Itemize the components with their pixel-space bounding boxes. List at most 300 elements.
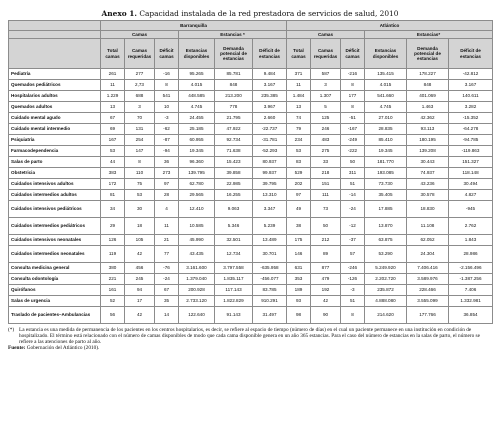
table-row — [9, 218, 493, 235]
table-cell: 29.565 — [179, 190, 215, 201]
table-cell: 111 — [311, 190, 341, 201]
table-cell: 30.494 — [449, 179, 493, 190]
row-label: Farmacodependencia — [9, 146, 101, 157]
table-cell: 178.227 — [407, 69, 449, 80]
table-cell: 4.827 — [449, 190, 493, 201]
table-cell: -126 — [341, 274, 365, 285]
table-cell: 118.148 — [449, 168, 493, 179]
table-row — [9, 69, 493, 80]
table-cell: 193.085 — [365, 168, 407, 179]
table-cell: 74.937 — [407, 168, 449, 179]
table-cell: 383 — [101, 168, 125, 179]
table-row — [9, 157, 493, 168]
table-cell: 2.762 — [449, 218, 493, 235]
row-label: Cuidado mental agudo — [9, 113, 101, 124]
table-cell: 42 — [311, 296, 341, 307]
table-cell: -246 — [341, 263, 365, 274]
table-cell: 53 — [101, 146, 125, 157]
table-cell: 4.015 — [179, 80, 215, 91]
table-cell: 47.922 — [215, 124, 253, 135]
table-cell: 246 — [311, 124, 341, 135]
row-label: Cuidados intensivos pediátricos — [9, 201, 101, 218]
header-corner-2 — [9, 31, 101, 39]
table-cell: 135.415 — [365, 69, 407, 80]
table-cell: 2.733.120 — [179, 296, 215, 307]
table-cell: -31.781 — [253, 135, 287, 146]
table-cell: 235.385 — [253, 91, 287, 102]
table-cell: 75 — [125, 179, 155, 190]
table-cell: 18 — [125, 218, 155, 235]
table-cell: 202 — [287, 179, 311, 190]
table-cell: -51 — [341, 113, 365, 124]
table-cell: 95.265 — [179, 69, 215, 80]
table-cell: 27.010 — [365, 113, 407, 124]
table-cell: 30.443 — [407, 157, 449, 168]
table-cell: 57 — [341, 246, 365, 263]
table-row — [9, 80, 493, 91]
table-cell: 35 — [155, 296, 179, 307]
table-cell: 79 — [287, 124, 311, 135]
table-cell: -87 — [155, 135, 179, 146]
table-cell: 39.795 — [253, 179, 287, 190]
table-cell: 51 — [341, 179, 365, 190]
table-cell: 631 — [287, 263, 311, 274]
header-corner-3 — [9, 39, 101, 69]
table-cell: 53 — [125, 190, 155, 201]
table-cell: 848 — [407, 80, 449, 91]
table-cell: 2,73 — [125, 80, 155, 91]
table-cell: 77 — [155, 246, 179, 263]
column-header: Estancias disponibles — [365, 39, 407, 69]
table-cell: 5.249.920 — [365, 263, 407, 274]
table-cell: 99.937 — [253, 168, 287, 179]
table-cell: -635.958 — [253, 263, 287, 274]
table-cell: 7.406.416 — [407, 263, 449, 274]
row-label: Cuidados intermedios adultos — [9, 190, 101, 201]
table-cell: -37 — [341, 235, 365, 246]
table-cell: 8 — [155, 80, 179, 91]
table-cell: -216 — [341, 69, 365, 80]
table-cell: 1.332.981 — [449, 296, 493, 307]
table-cell: -3 — [155, 113, 179, 124]
row-label: Traslado de pacientes–Ambulancias — [9, 307, 101, 324]
row-label: Salas de parto — [9, 157, 101, 168]
table-cell: 139.208 — [407, 146, 449, 157]
table-cell: 36 — [155, 157, 179, 168]
table-row — [9, 285, 493, 296]
table-cell: 97 — [287, 190, 311, 201]
group-header-camas: Camas — [287, 31, 365, 39]
table-cell: 34 — [101, 201, 125, 218]
table-cell: 2.202.720 — [365, 274, 407, 285]
table-cell: 96.360 — [179, 157, 215, 168]
region-header-atlantico: Atlántico — [287, 21, 493, 31]
column-header: Camas requeridas — [311, 39, 341, 69]
table-cell: 94 — [125, 285, 155, 296]
table-cell: 52 — [101, 296, 125, 307]
table-cell: -22.737 — [253, 124, 287, 135]
table-cell: 213.200 — [215, 91, 253, 102]
table-cell: 8 — [125, 157, 155, 168]
table-cell: -24 — [155, 274, 179, 285]
table-cell: 277 — [125, 69, 155, 80]
table-cell: 189 — [287, 285, 311, 296]
table-cell: 778 — [215, 102, 253, 113]
table-cell: 50 — [311, 218, 341, 235]
table-cell: 119 — [101, 246, 125, 263]
column-header: Camas requeridas — [125, 39, 155, 69]
title-annex-label: Anexo 1. — [101, 9, 137, 18]
table-cell: 9.484 — [253, 69, 287, 80]
column-header: Déficit camas — [341, 39, 365, 69]
table-cell: 3.282 — [449, 102, 493, 113]
table-cell: 4.745 — [365, 102, 407, 113]
table-cell: 13.310 — [253, 190, 287, 201]
table-cell: 273 — [155, 168, 179, 179]
table-cell: 587 — [311, 69, 341, 80]
document — [8, 9, 492, 351]
region-header-barranquilla: Barranquilla — [101, 21, 287, 31]
table-cell: 228.466 — [407, 285, 449, 296]
document-title — [8, 9, 492, 20]
table-cell: 91.143 — [215, 307, 253, 324]
column-header: Total camas — [101, 39, 125, 69]
table-cell: 93.113 — [407, 124, 449, 135]
table-cell: 221 — [101, 274, 125, 285]
row-label: Psiquiatría — [9, 135, 101, 146]
table-cell: 28.835 — [365, 124, 407, 135]
table-cell: 180.195 — [407, 135, 449, 146]
table-cell: 688 — [125, 91, 155, 102]
column-header: Déficit de estancias — [449, 39, 493, 69]
source-label: Fuente: — [8, 345, 26, 352]
table-cell: 214.620 — [365, 307, 407, 324]
table-cell: 16.255 — [215, 190, 253, 201]
table-cell: 131 — [125, 124, 155, 135]
table-row — [9, 296, 493, 307]
table-cell: 3.347 — [253, 201, 287, 218]
table-cell: -249 — [341, 135, 365, 146]
table-cell: 85.410 — [365, 135, 407, 146]
table-cell: 175 — [287, 235, 311, 246]
table-cell: 151 — [311, 179, 341, 190]
table-cell: 18.830 — [407, 201, 449, 218]
table-cell: 30 — [125, 201, 155, 218]
table-cell: 32.501 — [215, 235, 253, 246]
table-cell: -94 — [155, 146, 179, 157]
table-cell: -12 — [341, 218, 365, 235]
table-cell: 161 — [101, 285, 125, 296]
table-cell: 3.555.099 — [407, 296, 449, 307]
table-cell: 181.770 — [365, 157, 407, 168]
group-header-camas: Camas — [101, 31, 179, 39]
table-cell: 122.640 — [179, 307, 215, 324]
table-cell: 73 — [311, 201, 341, 218]
table-cell: -15.352 — [449, 113, 493, 124]
table-cell: 110 — [125, 168, 155, 179]
table-row — [9, 113, 493, 124]
table-cell: 147 — [125, 146, 155, 157]
table-cell: 3.161.600 — [179, 263, 215, 274]
table-cell: 25.185 — [179, 124, 215, 135]
table-cell: 29 — [101, 218, 125, 235]
table-cell: -76 — [155, 263, 179, 274]
table-cell: 13 — [287, 102, 311, 113]
table-cell: 90 — [311, 307, 341, 324]
table-cell: 44 — [101, 157, 125, 168]
column-header: Demanda potencial de estancias — [215, 39, 253, 69]
table-cell: 98 — [287, 307, 311, 324]
table-cell: 479 — [311, 274, 341, 285]
table-cell: 2.660 — [253, 113, 287, 124]
group-header-estancias: Estancias * — [179, 31, 287, 39]
table-row — [9, 91, 493, 102]
table-cell: 14 — [155, 307, 179, 324]
table-cell: 139.795 — [179, 168, 215, 179]
row-label: Cuidado mental intermedio — [9, 124, 101, 135]
column-header: Estancias disponibles — [179, 39, 215, 69]
table-cell: 21 — [155, 235, 179, 246]
row-label: Quirófanos — [9, 285, 101, 296]
table-cell: 43.435 — [179, 246, 215, 263]
table-cell: 8 — [341, 80, 365, 91]
table-cell: 529 — [287, 168, 311, 179]
table-row — [9, 307, 493, 324]
footnote — [8, 327, 492, 345]
table-cell: 3.167 — [253, 80, 287, 91]
row-label: Cuidados intermedios pediátricos — [9, 218, 101, 235]
table-cell: 30.578 — [407, 190, 449, 201]
table-cell: 848 — [215, 80, 253, 91]
row-label: Obstetricia — [9, 168, 101, 179]
table-cell: 11 — [287, 80, 311, 91]
table-cell: 11 — [155, 218, 179, 235]
table-cell: 1.379.040 — [179, 274, 215, 285]
column-header: Demanda potencial de estancias — [407, 39, 449, 69]
table-cell: 218 — [311, 168, 341, 179]
table-cell: 12.734 — [215, 246, 253, 263]
table-cell: 910.291 — [253, 296, 287, 307]
table-cell: 117.143 — [215, 285, 253, 296]
table-cell: 4.745 — [179, 102, 215, 113]
table-cell: 212 — [311, 235, 341, 246]
table-cell: 13.489 — [253, 235, 287, 246]
table-cell: 17 — [125, 296, 155, 307]
row-label: Pediatría — [9, 69, 101, 80]
table-row — [9, 146, 493, 157]
table-cell: -52.293 — [253, 146, 287, 157]
table-cell: 371 — [287, 69, 311, 80]
table-cell: 4.015 — [365, 80, 407, 91]
table-cell: 200.928 — [179, 285, 215, 296]
table-cell: 3.589.976 — [407, 274, 449, 285]
table-cell: 36.854 — [449, 307, 493, 324]
table-cell: -167 — [341, 124, 365, 135]
table-cell: 89 — [311, 246, 341, 263]
table-cell: 39.858 — [215, 168, 253, 179]
table-cell: 5 — [311, 102, 341, 113]
table-cell: 31.497 — [253, 307, 287, 324]
table-cell: 12.410 — [179, 201, 215, 218]
table-cell: 67 — [155, 285, 179, 296]
table-cell: 172 — [101, 179, 125, 190]
table-cell: 4.888.080 — [365, 296, 407, 307]
table-cell: 53.290 — [365, 246, 407, 263]
title-text: Capacidad instalada de la red prestadora de servicios de salud, 2010 — [139, 9, 399, 18]
table-cell: -94.785 — [449, 135, 493, 146]
table-cell: 177.766 — [407, 307, 449, 324]
table-cell: -3 — [341, 285, 365, 296]
table-cell: 483 — [311, 135, 341, 146]
table-cell: 151.327 — [449, 157, 493, 168]
footnote-mark: (*) — [8, 327, 15, 333]
row-label: Consulta odontología — [9, 274, 101, 285]
table-cell: 1.835.117 — [215, 274, 253, 285]
table-cell: 1.843 — [449, 235, 493, 246]
table-cell: 140.611 — [449, 91, 493, 102]
table-cell: 5.346 — [215, 218, 253, 235]
table-cell: 261 — [101, 69, 125, 80]
table-cell: 105 — [125, 235, 155, 246]
table-cell: 45.990 — [179, 235, 215, 246]
table-cell: -119.863 — [449, 146, 493, 157]
table-cell: -64.278 — [449, 124, 493, 135]
table-cell: 1.484 — [287, 91, 311, 102]
table-cell: 3 — [311, 80, 341, 91]
row-label: Cuidados intermedios neonatales — [9, 246, 101, 263]
footnote-text: La estancia es una medida de permanencia de los pacientes en los centros hospitalarios, es decir, se refiere al espacio de tiempo (número de días) en el cual un paciente permanece en una institución en condición de hospitalizado. El término está relacionado con el número de camas disponibles de modo que cada cama disponible genera en un año 365 estancias. Para el caso del número de estancias en la salas de parto, el número se refiere a las atenciones de parto al año. — [19, 327, 480, 346]
row-label: Consulta medicina general — [9, 263, 101, 274]
table-cell: 71.638 — [215, 146, 253, 157]
table-cell: 28.986 — [449, 246, 493, 263]
table-cell: 9.063 — [215, 201, 253, 218]
table-cell: -2.156.496 — [449, 263, 493, 274]
table-cell: -222 — [341, 146, 365, 157]
table-cell: 62.052 — [407, 235, 449, 246]
table-cell: 30.701 — [253, 246, 287, 263]
table-cell: 234 — [287, 135, 311, 146]
table-cell: 22.985 — [215, 179, 253, 190]
table-cell: 3.797.558 — [215, 263, 253, 274]
table-cell: 35.405 — [365, 190, 407, 201]
row-label: Quemados adultos — [9, 102, 101, 113]
source-note — [8, 345, 492, 351]
table-cell: 42 — [125, 246, 155, 263]
table-cell: 11 — [101, 80, 125, 91]
table-cell: 56 — [101, 307, 125, 324]
table-cell: -1.387.256 — [449, 274, 493, 285]
table-cell: 85.781 — [215, 69, 253, 80]
table-cell: 1.822.829 — [215, 296, 253, 307]
table-cell: 456 — [125, 263, 155, 274]
table-cell: -42.812 — [449, 69, 493, 80]
table-row — [9, 201, 493, 218]
row-label: Cuidados intensivos adultos — [9, 179, 101, 190]
table-row — [9, 124, 493, 135]
column-header: Total camas — [287, 39, 311, 69]
table-cell: 177 — [341, 91, 365, 102]
table-row — [9, 235, 493, 246]
table-cell: 3.967 — [253, 102, 287, 113]
table-cell: -945 — [449, 201, 493, 218]
table-cell: 7.406 — [449, 285, 493, 296]
table-cell: 24.304 — [407, 246, 449, 263]
table-cell: 50 — [341, 157, 365, 168]
table-cell: 8 — [341, 307, 365, 324]
table-cell: 97 — [155, 179, 179, 190]
table-row — [9, 190, 493, 201]
row-label: Hospitalarios adultos — [9, 91, 101, 102]
table-cell: -16 — [155, 69, 179, 80]
table-row — [9, 246, 493, 263]
table-row — [9, 263, 493, 274]
table-row — [9, 168, 493, 179]
table-cell: -456.077 — [253, 274, 287, 285]
row-label: Salas de urgencia — [9, 296, 101, 307]
table-cell: 401.069 — [407, 91, 449, 102]
table-row — [9, 102, 493, 113]
table-row — [9, 179, 493, 190]
table-cell: 4 — [155, 201, 179, 218]
header-corner — [9, 21, 101, 31]
table-cell: 541.660 — [365, 91, 407, 102]
table-cell: 83.785 — [253, 285, 287, 296]
table-cell: 13 — [101, 102, 125, 113]
table-cell: 21.795 — [215, 113, 253, 124]
table-cell: 19.345 — [179, 146, 215, 157]
table-cell: 245 — [125, 274, 155, 285]
table-cell: 93 — [287, 296, 311, 307]
table-cell: 8 — [341, 102, 365, 113]
table-cell: 11.108 — [407, 218, 449, 235]
table-cell: 10.585 — [179, 218, 215, 235]
table-cell: 38 — [287, 218, 311, 235]
table-cell: 83 — [287, 157, 311, 168]
table-cell: 17.885 — [365, 201, 407, 218]
table-cell: 80.937 — [253, 157, 287, 168]
table-cell: 3.167 — [449, 80, 493, 91]
table-cell: 63.875 — [365, 235, 407, 246]
column-header: Déficit camas — [155, 39, 179, 69]
table-cell: 254 — [125, 135, 155, 146]
table-cell: 70 — [125, 113, 155, 124]
table-cell: 126 — [101, 235, 125, 246]
table-cell: 275 — [311, 146, 341, 157]
row-label: Cuidados intensivos neonatales — [9, 235, 101, 246]
table-cell: 1.463 — [407, 102, 449, 113]
table-cell: 235.872 — [365, 285, 407, 296]
table-cell: 42.362 — [407, 113, 449, 124]
table-cell: -24 — [341, 201, 365, 218]
table-cell: 3 — [125, 102, 155, 113]
table-cell: 125 — [311, 113, 341, 124]
table-cell: -62 — [155, 124, 179, 135]
table-cell: 60.955 — [179, 135, 215, 146]
table-cell: 10 — [155, 102, 179, 113]
table-cell: 1.307 — [311, 91, 341, 102]
table-cell: 353 — [287, 274, 311, 285]
table-cell: 42 — [125, 307, 155, 324]
table-cell: 69 — [101, 124, 125, 135]
table-cell: 28 — [155, 190, 179, 201]
source-text: Gobernación del Atlántico (2010). — [26, 345, 100, 352]
table-cell: 192 — [311, 285, 341, 296]
table-cell: 15.423 — [215, 157, 253, 168]
table-cell: 541 — [155, 91, 179, 102]
table-cell: 51 — [341, 296, 365, 307]
table-cell: 13.870 — [365, 218, 407, 235]
column-header: Déficit de estancias — [253, 39, 287, 69]
